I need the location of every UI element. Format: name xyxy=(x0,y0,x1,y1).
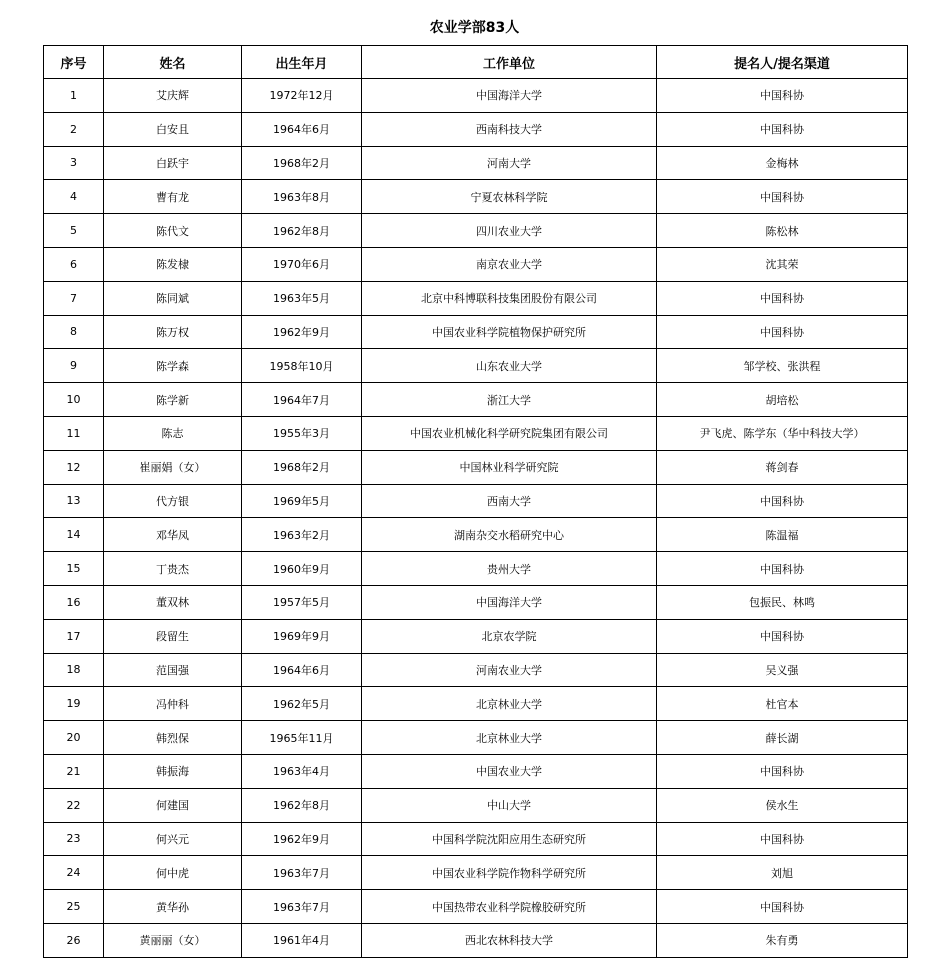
table-header-row xyxy=(44,46,908,79)
table-row xyxy=(44,687,908,721)
cell-index: 3 xyxy=(44,146,104,180)
cell-nominator: 朱有勇 xyxy=(657,923,908,957)
cell-index: 2 xyxy=(44,112,104,146)
cell-name: 范国强 xyxy=(104,653,242,687)
cell-nominator: 中国科协 xyxy=(657,79,908,113)
table-row xyxy=(44,416,908,450)
table-row xyxy=(44,180,908,214)
cell-index: 14 xyxy=(44,518,104,552)
cell-workplace: 中国海洋大学 xyxy=(362,79,657,113)
cell-workplace: 西北农林科技大学 xyxy=(362,923,657,957)
cell-index: 4 xyxy=(44,180,104,214)
cell-birth: 1960年9月 xyxy=(242,552,362,586)
cell-index: 13 xyxy=(44,484,104,518)
cell-workplace: 中国农业科学院作物科学研究所 xyxy=(362,856,657,890)
table-row xyxy=(44,450,908,484)
cell-nominator: 陈松林 xyxy=(657,214,908,248)
cell-nominator: 吴义强 xyxy=(657,653,908,687)
cell-name: 董双林 xyxy=(104,585,242,619)
cell-name: 陈志 xyxy=(104,416,242,450)
table-row xyxy=(44,484,908,518)
cell-birth: 1964年6月 xyxy=(242,653,362,687)
table-row xyxy=(44,890,908,924)
cell-birth: 1968年2月 xyxy=(242,146,362,180)
cell-name: 白跃宇 xyxy=(104,146,242,180)
cell-index: 26 xyxy=(44,923,104,957)
cell-name: 韩烈保 xyxy=(104,721,242,755)
cell-workplace: 中国热带农业科学院橡胶研究所 xyxy=(362,890,657,924)
cell-index: 1 xyxy=(44,79,104,113)
cell-nominator: 中国科协 xyxy=(657,754,908,788)
cell-workplace: 中国海洋大学 xyxy=(362,585,657,619)
cell-index: 17 xyxy=(44,619,104,653)
cell-index: 12 xyxy=(44,450,104,484)
cell-nominator: 尹飞虎、陈学东（华中科技大学） xyxy=(657,416,908,450)
cell-index: 7 xyxy=(44,281,104,315)
cell-name: 何建国 xyxy=(104,788,242,822)
header-index: 序号 xyxy=(44,46,104,79)
cell-nominator: 沈其荣 xyxy=(657,247,908,281)
header-workplace: 工作单位 xyxy=(362,46,657,79)
table-row xyxy=(44,247,908,281)
table-row xyxy=(44,754,908,788)
cell-name: 邓华凤 xyxy=(104,518,242,552)
cell-workplace: 西南大学 xyxy=(362,484,657,518)
cell-index: 16 xyxy=(44,585,104,619)
cell-birth: 1969年9月 xyxy=(242,619,362,653)
cell-workplace: 河南大学 xyxy=(362,146,657,180)
cell-birth: 1963年8月 xyxy=(242,180,362,214)
cell-workplace: 湖南杂交水稻研究中心 xyxy=(362,518,657,552)
table-row xyxy=(44,112,908,146)
cell-birth: 1962年5月 xyxy=(242,687,362,721)
cell-name: 艾庆辉 xyxy=(104,79,242,113)
cell-index: 19 xyxy=(44,687,104,721)
table-row xyxy=(44,79,908,113)
cell-index: 5 xyxy=(44,214,104,248)
header-name: 姓名 xyxy=(104,46,242,79)
cell-birth: 1955年3月 xyxy=(242,416,362,450)
cell-workplace: 中山大学 xyxy=(362,788,657,822)
cell-name: 陈万权 xyxy=(104,315,242,349)
cell-index: 24 xyxy=(44,856,104,890)
cell-index: 10 xyxy=(44,383,104,417)
cell-index: 8 xyxy=(44,315,104,349)
table-row xyxy=(44,552,908,586)
cell-workplace: 中国农业科学院植物保护研究所 xyxy=(362,315,657,349)
cell-name: 冯仲科 xyxy=(104,687,242,721)
cell-workplace: 山东农业大学 xyxy=(362,349,657,383)
cell-nominator: 侯水生 xyxy=(657,788,908,822)
cell-workplace: 中国林业科学研究院 xyxy=(362,450,657,484)
cell-name: 曹有龙 xyxy=(104,180,242,214)
table-row xyxy=(44,822,908,856)
table-row xyxy=(44,315,908,349)
table-row xyxy=(44,383,908,417)
cell-workplace: 北京林业大学 xyxy=(362,687,657,721)
table-row xyxy=(44,788,908,822)
cell-name: 黄丽丽（女） xyxy=(104,923,242,957)
cell-workplace: 中国农业大学 xyxy=(362,754,657,788)
cell-index: 18 xyxy=(44,653,104,687)
cell-nominator: 中国科协 xyxy=(657,315,908,349)
cell-nominator: 中国科协 xyxy=(657,180,908,214)
cell-birth: 1963年7月 xyxy=(242,856,362,890)
cell-name: 代方银 xyxy=(104,484,242,518)
cell-birth: 1958年10月 xyxy=(242,349,362,383)
table-row xyxy=(44,721,908,755)
cell-nominator: 蒋剑春 xyxy=(657,450,908,484)
table-row xyxy=(44,518,908,552)
cell-index: 20 xyxy=(44,721,104,755)
table-row xyxy=(44,281,908,315)
cell-workplace: 西南科技大学 xyxy=(362,112,657,146)
cell-birth: 1964年6月 xyxy=(242,112,362,146)
cell-workplace: 四川农业大学 xyxy=(362,214,657,248)
cell-nominator: 陈温福 xyxy=(657,518,908,552)
cell-birth: 1962年9月 xyxy=(242,822,362,856)
cell-workplace: 北京林业大学 xyxy=(362,721,657,755)
cell-birth: 1965年11月 xyxy=(242,721,362,755)
cell-name: 崔丽娟（女） xyxy=(104,450,242,484)
cell-birth: 1968年2月 xyxy=(242,450,362,484)
cell-name: 何兴元 xyxy=(104,822,242,856)
cell-workplace: 贵州大学 xyxy=(362,552,657,586)
cell-birth: 1963年2月 xyxy=(242,518,362,552)
cell-birth: 1963年7月 xyxy=(242,890,362,924)
cell-nominator: 包振民、林鸣 xyxy=(657,585,908,619)
cell-workplace: 中国农业机械化科学研究院集团有限公司 xyxy=(362,416,657,450)
cell-name: 何中虎 xyxy=(104,856,242,890)
cell-name: 韩振海 xyxy=(104,754,242,788)
cell-birth: 1964年7月 xyxy=(242,383,362,417)
cell-index: 22 xyxy=(44,788,104,822)
cell-birth: 1972年12月 xyxy=(242,79,362,113)
cell-birth: 1963年5月 xyxy=(242,281,362,315)
cell-nominator: 邹学校、张洪程 xyxy=(657,349,908,383)
cell-name: 陈学森 xyxy=(104,349,242,383)
table-row xyxy=(44,349,908,383)
cell-nominator: 中国科协 xyxy=(657,281,908,315)
cell-index: 23 xyxy=(44,822,104,856)
cell-name: 白安且 xyxy=(104,112,242,146)
nominee-table xyxy=(43,45,908,958)
cell-index: 15 xyxy=(44,552,104,586)
cell-workplace: 河南农业大学 xyxy=(362,653,657,687)
cell-birth: 1970年6月 xyxy=(242,247,362,281)
cell-nominator: 金梅林 xyxy=(657,146,908,180)
cell-birth: 1962年8月 xyxy=(242,788,362,822)
cell-name: 陈代文 xyxy=(104,214,242,248)
table-row xyxy=(44,146,908,180)
cell-name: 段留生 xyxy=(104,619,242,653)
cell-index: 11 xyxy=(44,416,104,450)
table-row xyxy=(44,653,908,687)
cell-nominator: 中国科协 xyxy=(657,484,908,518)
cell-name: 陈同斌 xyxy=(104,281,242,315)
cell-name: 丁贵杰 xyxy=(104,552,242,586)
cell-name: 陈发棣 xyxy=(104,247,242,281)
header-birth: 出生年月 xyxy=(242,46,362,79)
cell-index: 21 xyxy=(44,754,104,788)
cell-workplace: 南京农业大学 xyxy=(362,247,657,281)
cell-nominator: 杜官本 xyxy=(657,687,908,721)
cell-birth: 1961年4月 xyxy=(242,923,362,957)
cell-nominator: 胡培松 xyxy=(657,383,908,417)
cell-birth: 1962年8月 xyxy=(242,214,362,248)
table-body xyxy=(44,79,908,958)
cell-nominator: 中国科协 xyxy=(657,822,908,856)
table-row xyxy=(44,585,908,619)
cell-workplace: 北京中科博联科技集团股份有限公司 xyxy=(362,281,657,315)
cell-index: 9 xyxy=(44,349,104,383)
header-nominator: 提名人/提名渠道 xyxy=(657,46,908,79)
cell-index: 25 xyxy=(44,890,104,924)
cell-workplace: 北京农学院 xyxy=(362,619,657,653)
page-title: 农业学部83人 xyxy=(429,20,520,36)
cell-nominator: 中国科协 xyxy=(657,619,908,653)
cell-nominator: 中国科协 xyxy=(657,890,908,924)
cell-birth: 1957年5月 xyxy=(242,585,362,619)
cell-birth: 1969年5月 xyxy=(242,484,362,518)
cell-birth: 1962年9月 xyxy=(242,315,362,349)
cell-name: 陈学新 xyxy=(104,383,242,417)
cell-birth: 1963年4月 xyxy=(242,754,362,788)
table-row xyxy=(44,214,908,248)
cell-workplace: 中国科学院沈阳应用生态研究所 xyxy=(362,822,657,856)
cell-nominator: 中国科协 xyxy=(657,112,908,146)
cell-nominator: 中国科协 xyxy=(657,552,908,586)
cell-index: 6 xyxy=(44,247,104,281)
cell-workplace: 宁夏农林科学院 xyxy=(362,180,657,214)
cell-nominator: 薛长湖 xyxy=(657,721,908,755)
cell-workplace: 浙江大学 xyxy=(362,383,657,417)
table-row xyxy=(44,619,908,653)
cell-name: 黄华孙 xyxy=(104,890,242,924)
cell-nominator: 刘旭 xyxy=(657,856,908,890)
table-row xyxy=(44,856,908,890)
table-row xyxy=(44,923,908,957)
